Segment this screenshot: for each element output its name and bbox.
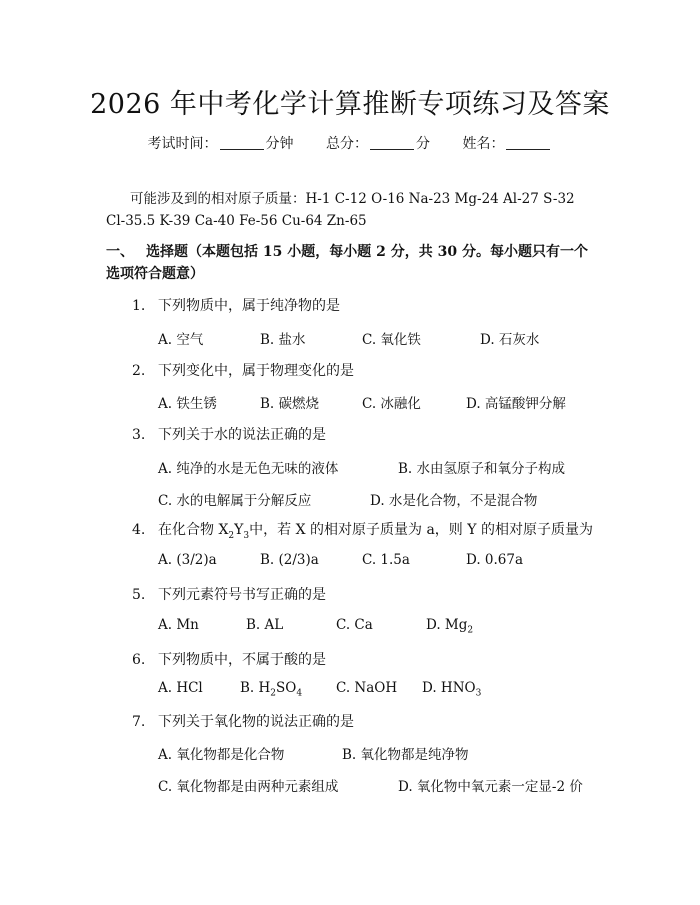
question-stem: 下列变化中，属于物理变化的是	[158, 363, 354, 379]
question-stem: 下列关于氧化物的说法正确的是	[158, 714, 354, 730]
option-a: A. Mn	[158, 617, 199, 633]
name-label: 姓名：	[462, 136, 505, 152]
section-number: 一、	[106, 244, 134, 260]
option-a: A. 铁生锈	[158, 396, 217, 412]
option-b-sub-1: 2	[270, 688, 277, 699]
question-1	[132, 295, 340, 315]
option-b-mid: SO	[276, 680, 297, 696]
option-d-sub: 2	[467, 625, 474, 636]
option-d	[422, 680, 481, 699]
option-a: A. 氧化物都是化合物	[158, 747, 285, 763]
option-d: D. 氧化物中氧元素一定显-2 价	[398, 779, 583, 795]
option-b: B. 氧化物都是纯净物	[342, 747, 469, 763]
option-c: C. 氧化物都是由两种元素组成	[158, 779, 339, 795]
question-stem: 下列物质中，不属于酸的是	[158, 652, 326, 668]
question-6	[132, 649, 326, 669]
question-stem: 下列物质中，属于纯净物的是	[158, 298, 340, 314]
question-3	[132, 424, 326, 444]
option-d: D. 0.67a	[466, 552, 524, 568]
time-blank	[220, 137, 264, 150]
option-b: B. AL	[246, 617, 284, 633]
option-d	[426, 617, 473, 636]
question-number: 3.	[132, 427, 146, 443]
question-number: 7.	[132, 714, 146, 730]
option-b: B. 水由氢原子和氧分子构成	[398, 461, 566, 477]
option-d: D. 高锰酸钾分解	[466, 396, 566, 412]
time-unit: 分钟	[265, 136, 294, 152]
page-title: 2026 年中考化学计算推断专项练习及答案	[90, 89, 610, 120]
question-number: 2.	[132, 363, 146, 379]
total-score-field	[326, 136, 430, 152]
name-field	[462, 136, 552, 152]
score-blank	[370, 137, 414, 150]
section-heading	[106, 241, 598, 285]
option-c: C. 水的电解属于分解反应	[158, 493, 312, 509]
stem-mid: Y	[234, 522, 244, 538]
question-number: 6.	[132, 652, 146, 668]
option-d: D. 水是化合物，不是混合物	[370, 493, 538, 509]
question-7	[132, 711, 354, 731]
option-d-text: D. HNO	[422, 680, 476, 696]
option-d-text: D. Mg	[426, 617, 468, 633]
question-2	[132, 360, 354, 380]
option-b: B. 盐水	[260, 332, 306, 348]
option-c: C. Ca	[336, 617, 373, 633]
score-unit: 分	[416, 136, 430, 152]
section-instructions: 选择题（本题包括 15 小题，每小题 2 分，共 30 分。每小题只有一个选项符合题意）	[106, 244, 588, 282]
option-c: C. NaOH	[336, 680, 398, 696]
option-a: A. (3/2)a	[158, 552, 217, 568]
stem-pre: 在化合物 X	[158, 522, 229, 538]
option-b-text: B. H	[240, 680, 271, 696]
option-c: C. 冰融化	[362, 396, 421, 412]
stem-sub-2: 3	[243, 530, 250, 541]
name-blank	[506, 137, 550, 150]
option-d: D. 石灰水	[480, 332, 540, 348]
option-c: C. 1.5a	[362, 552, 410, 568]
question-stem: 下列元素符号书写正确的是	[158, 587, 326, 603]
score-label: 总分：	[326, 136, 368, 152]
stem-sub-1: 2	[228, 530, 235, 541]
option-b	[240, 680, 302, 699]
question-4	[132, 519, 593, 541]
option-a: A. HCl	[158, 680, 203, 696]
exam-time-field	[148, 136, 294, 152]
option-b: B. 碳燃烧	[260, 396, 320, 412]
question-number: 1.	[132, 298, 146, 314]
time-label: 考试时间：	[147, 136, 218, 152]
option-b: B. (2/3)a	[260, 552, 319, 568]
option-a: A. 空气	[158, 332, 204, 348]
question-number: 4.	[132, 522, 146, 538]
question-stem: 下列关于水的说法正确的是	[158, 427, 326, 443]
question-5	[132, 584, 326, 604]
option-c: C. 氧化铁	[362, 332, 421, 348]
option-d-sub: 3	[475, 688, 482, 699]
atomic-mass-note: 可能涉及到的相对原子质量：H-1 C-12 O-16 Na-23 Mg-24 Al-27 S-32 Cl-35.5 K-39 Ca-40 Fe-56 Cu-64 Zn-65	[106, 191, 575, 229]
stem-post: 中，若 X 的相对原子质量为 a，则 Y 的相对原子质量为	[249, 522, 593, 538]
option-a: A. 纯净的水是无色无味的液体	[158, 461, 339, 477]
exam-info-line	[0, 133, 700, 153]
question-number: 5.	[132, 587, 146, 603]
option-b-sub-2: 4	[296, 688, 303, 699]
